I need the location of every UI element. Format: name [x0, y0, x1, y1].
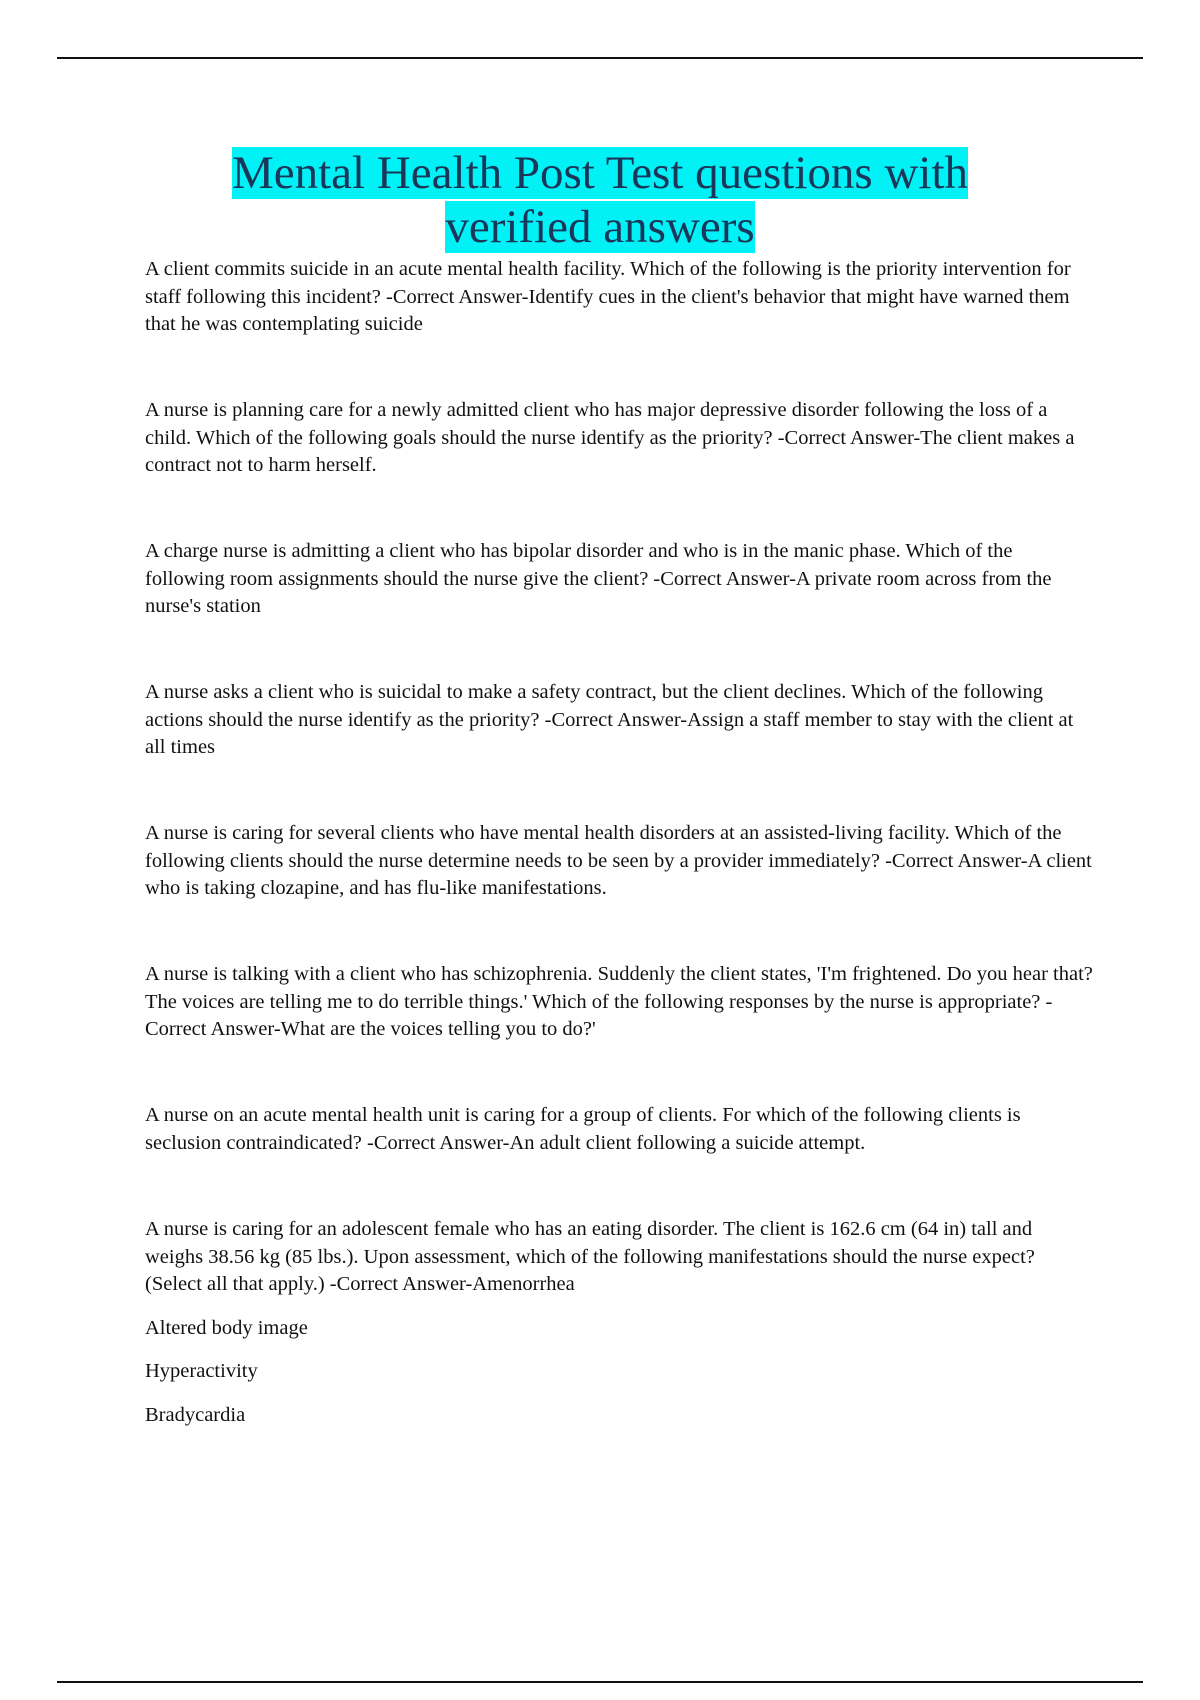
answer-option: Hyperactivity: [145, 1360, 258, 1382]
bottom-rule: [57, 1681, 1143, 1683]
qa-item: A nurse is caring for several clients who have mental health disorders at an assisted-living facility. Which of the following clients should the nurse determine needs to be seen by a provider immediately? -Correct Answer-A client who is taking clozapine, and has flu-like manifestations.: [145, 822, 1092, 899]
qa-item: A charge nurse is admitting a client who has bipolar disorder and who is in the manic phase. Which of the following room assignments should the nurse give the client? -Correct Answer-A private room across from the nurse's station: [145, 540, 1052, 617]
page-title: [100, 146, 1100, 254]
answer-option: Altered body image: [145, 1316, 308, 1339]
title-line-2: verified answers: [445, 201, 755, 253]
qa-item: A nurse on an acute mental health unit is caring for a group of clients. For which of the following clients is seclusion contraindicated? -Correct Answer-An adult client following a suicide attempt.: [145, 1104, 1021, 1154]
top-rule: [57, 57, 1143, 59]
qa-item: A client commits suicide in an acute mental health facility. Which of the following is the priority intervention for staff following this incident? -Correct Answer-Identify cues in the client's behavior that might have warned them that he was contemplating suicide: [145, 258, 1071, 335]
title-line-1: Mental Health Post Test questions with: [231, 147, 969, 199]
qa-item: A nurse is caring for an adolescent female who has an eating disorder. The client is 162.6 cm (64 in) tall and weighs 38.56 kg (85 lbs.). Upon assessment, which of the following manifestations should the nurse expect? (Select all that apply.) -Correct Answer-Amenorrhea: [145, 1218, 1035, 1295]
qa-list: [145, 256, 1095, 1445]
answer-option: Bradycardia: [145, 1403, 246, 1426]
qa-item: A nurse is planning care for a newly admitted client who has major depressive disorder following the loss of a child. Which of the following goals should the nurse identify as the priority? -Correct Answer-The client makes a contract not to harm herself.: [145, 399, 1075, 476]
qa-item: A nurse asks a client who is suicidal to make a safety contract, but the client declines. Which of the following actions should the nurse identify as the priority? -Correct Answer-Assign a staff member to stay with the client at all times: [145, 681, 1074, 758]
qa-item: A nurse is talking with a client who has schizophrenia. Suddenly the client states, 'I'm frightened. Do you hear that? The voices are telling me to do terrible things.' Which of the following responses by the nurse is appropriate? -Correct Answer-What are the voices telling you to do?': [145, 963, 1093, 1040]
